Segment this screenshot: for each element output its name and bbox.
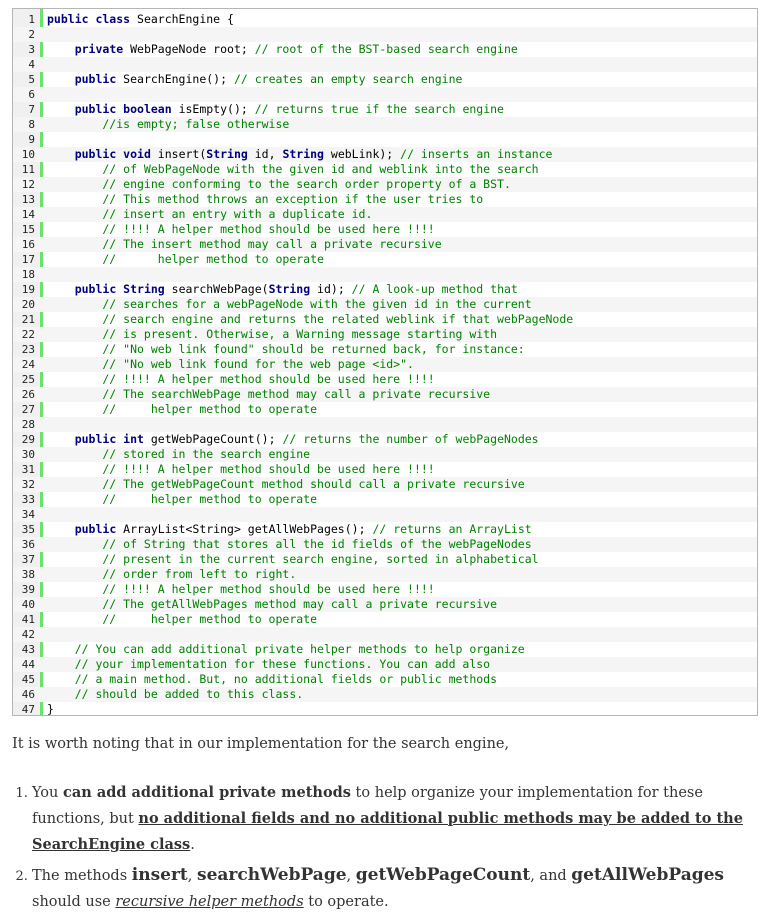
code-line <box>13 42 757 57</box>
line-number: 16 <box>21 238 35 251</box>
code-line <box>13 507 757 522</box>
line-number: 33 <box>21 493 35 506</box>
code-token <box>47 42 75 56</box>
code-text <box>47 222 435 237</box>
code-line <box>13 192 757 207</box>
note-text: You <box>32 785 63 801</box>
code-text <box>47 147 552 162</box>
code-line <box>13 357 757 372</box>
code-text <box>47 612 317 627</box>
code-token: // helper method to operate <box>47 492 318 506</box>
code-token <box>47 522 75 536</box>
code-token: } <box>47 702 54 716</box>
code-line <box>13 627 757 642</box>
code-line <box>13 12 757 27</box>
code-line <box>13 657 757 672</box>
code-line <box>13 117 757 132</box>
code-line <box>13 582 757 597</box>
line-number: 38 <box>21 568 35 581</box>
line-number: 10 <box>21 148 35 161</box>
note-text: , and <box>530 868 572 884</box>
code-token: // present in the current search engine, sorted in alphabetical <box>47 552 539 566</box>
code-text <box>47 72 462 87</box>
line-number: 46 <box>21 688 35 701</box>
code-token: // !!!! A helper method should be used here !!!! <box>47 372 435 386</box>
line-number: 22 <box>21 328 35 341</box>
code-line <box>13 432 757 447</box>
line-number: 12 <box>21 178 35 191</box>
line-number: 30 <box>21 448 35 461</box>
code-text <box>47 12 234 27</box>
code-line <box>13 27 757 42</box>
code-token: WebPageNode root; <box>123 42 255 56</box>
code-line <box>13 612 757 627</box>
list-item <box>32 780 768 858</box>
code-text <box>47 282 518 297</box>
line-number: 19 <box>21 283 35 296</box>
code-token: // searches for a webPageNode with the given id in the current <box>47 297 532 311</box>
code-line <box>13 147 757 162</box>
recursive-helper-link[interactable]: recursive helper methods <box>115 894 304 910</box>
code-token: public class <box>47 12 131 26</box>
line-number: 45 <box>21 673 35 686</box>
code-line <box>13 342 757 357</box>
code-token: public int <box>74 432 144 446</box>
code-token: searchWebPage( <box>164 282 269 296</box>
code-token: // "No web link found" should be returned back, for instance: <box>47 342 525 356</box>
code-token: id, <box>247 147 283 161</box>
line-number: 34 <box>21 508 35 521</box>
code-line <box>13 372 757 387</box>
code-line <box>13 672 757 687</box>
code-line <box>13 282 757 297</box>
code-text <box>47 522 532 537</box>
line-number: 13 <box>21 193 35 206</box>
code-token: // The insert method may call a private recursive <box>47 237 442 251</box>
line-number: 42 <box>21 628 35 641</box>
code-token: // The getAllWebPages method may call a private recursive <box>47 597 498 611</box>
code-line <box>13 162 757 177</box>
code-text <box>47 252 324 267</box>
code-line <box>13 207 757 222</box>
code-token <box>47 72 75 86</box>
code-text <box>47 597 497 612</box>
code-token: public <box>74 522 117 536</box>
notes-list <box>12 780 768 919</box>
code-token: id); <box>310 282 352 296</box>
code-token: // of WebPageNode with the given id and weblink into the search <box>47 162 539 176</box>
code-line <box>13 567 757 582</box>
code-token: // search engine and returns the related weblink if that webPageNode <box>47 312 574 326</box>
code-line <box>13 57 757 72</box>
code-text <box>47 207 372 222</box>
code-text <box>47 312 573 327</box>
code-token: SearchEngine { <box>130 12 234 26</box>
code-token: // !!!! A helper method should be used here !!!! <box>47 462 435 476</box>
code-text <box>47 582 435 597</box>
code-line <box>13 597 757 612</box>
code-line <box>13 537 757 552</box>
code-text <box>47 357 414 372</box>
code-token: SearchEngine(); <box>116 72 234 86</box>
code-text <box>47 402 317 417</box>
line-number: 3 <box>28 43 35 56</box>
list-item <box>32 862 768 915</box>
code-text <box>47 387 490 402</box>
line-number: 9 <box>28 133 35 146</box>
line-number: 47 <box>21 703 35 716</box>
line-number: 5 <box>28 73 35 86</box>
line-number: 15 <box>21 223 35 236</box>
line-number: 44 <box>21 658 35 671</box>
line-number: 27 <box>21 403 35 416</box>
code-token: // helper method to operate <box>47 252 324 266</box>
line-number: 26 <box>21 388 35 401</box>
line-number: 39 <box>21 583 35 596</box>
code-line <box>13 87 757 102</box>
code-token: ArrayList<String> getAllWebPages(); <box>116 522 373 536</box>
code-text <box>47 42 518 57</box>
code-token: String <box>282 147 324 161</box>
line-number: 31 <box>21 463 35 476</box>
code-line <box>13 102 757 117</box>
code-token: // This method throws an exception if the user tries to <box>47 192 484 206</box>
code-text <box>47 327 497 342</box>
code-text <box>47 297 532 312</box>
code-token: // helper method to operate <box>47 612 318 626</box>
code-block <box>12 8 758 716</box>
code-text <box>47 237 442 252</box>
code-text <box>47 432 539 447</box>
line-number: 11 <box>21 163 35 176</box>
code-token: // returns the number of webPageNodes <box>282 432 539 446</box>
code-line <box>13 312 757 327</box>
code-token: public boolean <box>74 102 172 116</box>
code-token: public <box>74 72 117 86</box>
method-name: getWebPageCount <box>355 865 531 885</box>
code-line <box>13 267 757 282</box>
code-token: public String <box>74 282 165 296</box>
intro-paragraph: It is worth noting that in our implementation for the search engine, <box>12 736 510 752</box>
code-token: // returns true if the search engine <box>254 102 504 116</box>
code-line <box>13 417 757 432</box>
code-text <box>47 162 539 177</box>
code-line <box>13 462 757 477</box>
line-number: 41 <box>21 613 35 626</box>
line-number: 2 <box>28 28 35 41</box>
note-text: to help organize your implementation for these functions, but <box>32 785 703 827</box>
code-text <box>47 537 532 552</box>
code-token: //is empty; false otherwise <box>47 117 290 131</box>
code-token: webLink); <box>323 147 401 161</box>
code-token: // insert an entry with a duplicate id. <box>47 207 373 221</box>
code-token: // a main method. But, no additional fields or public methods <box>47 672 498 686</box>
code-text <box>47 492 317 507</box>
code-token: // !!!! A helper method should be used here !!!! <box>47 222 435 236</box>
line-number: 25 <box>21 373 35 386</box>
code-line <box>13 72 757 87</box>
code-token: // inserts an instance <box>400 147 553 161</box>
code-line <box>13 222 757 237</box>
note-text: , <box>187 868 197 884</box>
note-text: should use <box>32 894 116 910</box>
code-line <box>13 327 757 342</box>
line-number: 14 <box>21 208 35 221</box>
code-text <box>47 477 525 492</box>
code-text <box>47 102 504 117</box>
code-line <box>13 237 757 252</box>
line-number: 28 <box>21 418 35 431</box>
note-bold: can add additional private methods <box>63 784 351 801</box>
code-text <box>47 567 296 582</box>
line-number: 21 <box>21 313 35 326</box>
code-text <box>47 372 435 387</box>
code-token: // You can add additional private helper methods to help organize <box>47 642 525 656</box>
line-number: 7 <box>28 103 35 116</box>
code-line <box>13 252 757 267</box>
code-text <box>47 117 289 132</box>
code-token: isEmpty(); <box>171 102 255 116</box>
code-token: // !!!! A helper method should be used here !!!! <box>47 582 435 596</box>
code-token: // root of the BST-based search engine <box>254 42 518 56</box>
note-text: . <box>190 837 195 853</box>
line-number: 18 <box>21 268 35 281</box>
code-line <box>13 492 757 507</box>
code-token <box>47 147 75 161</box>
line-number: 24 <box>21 358 35 371</box>
code-token: // should be added to this class. <box>47 687 304 701</box>
code-token: // A look-up method that <box>351 282 518 296</box>
note-bold-underlined: no additional fields and no additional public methods may be added to the SearchEngine class <box>32 810 743 853</box>
code-token: // stored in the search engine <box>47 447 311 461</box>
code-token: getWebPageCount(); <box>143 432 283 446</box>
line-number: 32 <box>21 478 35 491</box>
code-line <box>13 177 757 192</box>
line-number: 36 <box>21 538 35 551</box>
note-text: to operate. <box>303 894 389 910</box>
code-text <box>47 702 54 716</box>
code-token: private <box>74 42 124 56</box>
method-name: getAllWebPages <box>571 865 724 885</box>
code-text <box>47 552 539 567</box>
line-number: 40 <box>21 598 35 611</box>
code-token: insert( <box>150 147 207 161</box>
code-text <box>47 657 490 672</box>
code-text <box>47 642 525 657</box>
code-token <box>47 282 75 296</box>
line-number: 29 <box>21 433 35 446</box>
code-line <box>13 402 757 417</box>
note-text: The methods <box>32 868 132 884</box>
code-text <box>47 192 483 207</box>
code-token: // your implementation for these functions. You can add also <box>47 657 491 671</box>
line-number: 37 <box>21 553 35 566</box>
line-number: 1 <box>28 13 35 26</box>
code-line <box>13 687 757 702</box>
code-line <box>13 132 757 147</box>
line-number: 20 <box>21 298 35 311</box>
code-token: // returns an ArrayList <box>372 522 532 536</box>
code-text <box>47 447 310 462</box>
code-token: // is present. Otherwise, a Warning message starting with <box>47 327 498 341</box>
code-text <box>47 462 435 477</box>
code-token: // of String that stores all the id fields of the webPageNodes <box>47 537 532 551</box>
line-number: 4 <box>28 58 35 71</box>
code-token: // "No web link found for the web page <id>". <box>47 357 414 371</box>
code-token: public void <box>74 147 151 161</box>
code-token: // helper method to operate <box>47 402 318 416</box>
note-text: , <box>346 868 356 884</box>
line-number: 8 <box>28 118 35 131</box>
method-name: searchWebPage <box>197 865 347 885</box>
code-line <box>13 477 757 492</box>
code-text <box>47 672 497 687</box>
code-token: String <box>206 147 248 161</box>
code-token <box>47 102 75 116</box>
code-line <box>13 387 757 402</box>
code-token: // The getWebPageCount method should call a private recursive <box>47 477 525 491</box>
code-line <box>13 297 757 312</box>
code-line <box>13 642 757 657</box>
code-text <box>47 342 525 357</box>
code-token: String <box>268 282 311 296</box>
code-token <box>47 432 75 446</box>
code-text <box>47 177 511 192</box>
line-number: 43 <box>21 643 35 656</box>
code-line <box>13 702 757 716</box>
code-line <box>13 552 757 567</box>
method-name: insert <box>131 865 188 885</box>
line-number: 23 <box>21 343 35 356</box>
code-line <box>13 447 757 462</box>
code-token: // order from left to right. <box>47 567 297 581</box>
code-token: // The searchWebPage method may call a private recursive <box>47 387 491 401</box>
code-token: // engine conforming to the search order property of a BST. <box>47 177 511 191</box>
code-token: // creates an empty search engine <box>233 72 463 86</box>
line-number: 35 <box>21 523 35 536</box>
code-text <box>47 687 303 702</box>
code-line <box>13 522 757 537</box>
line-number: 6 <box>28 88 35 101</box>
line-number: 17 <box>21 253 35 266</box>
